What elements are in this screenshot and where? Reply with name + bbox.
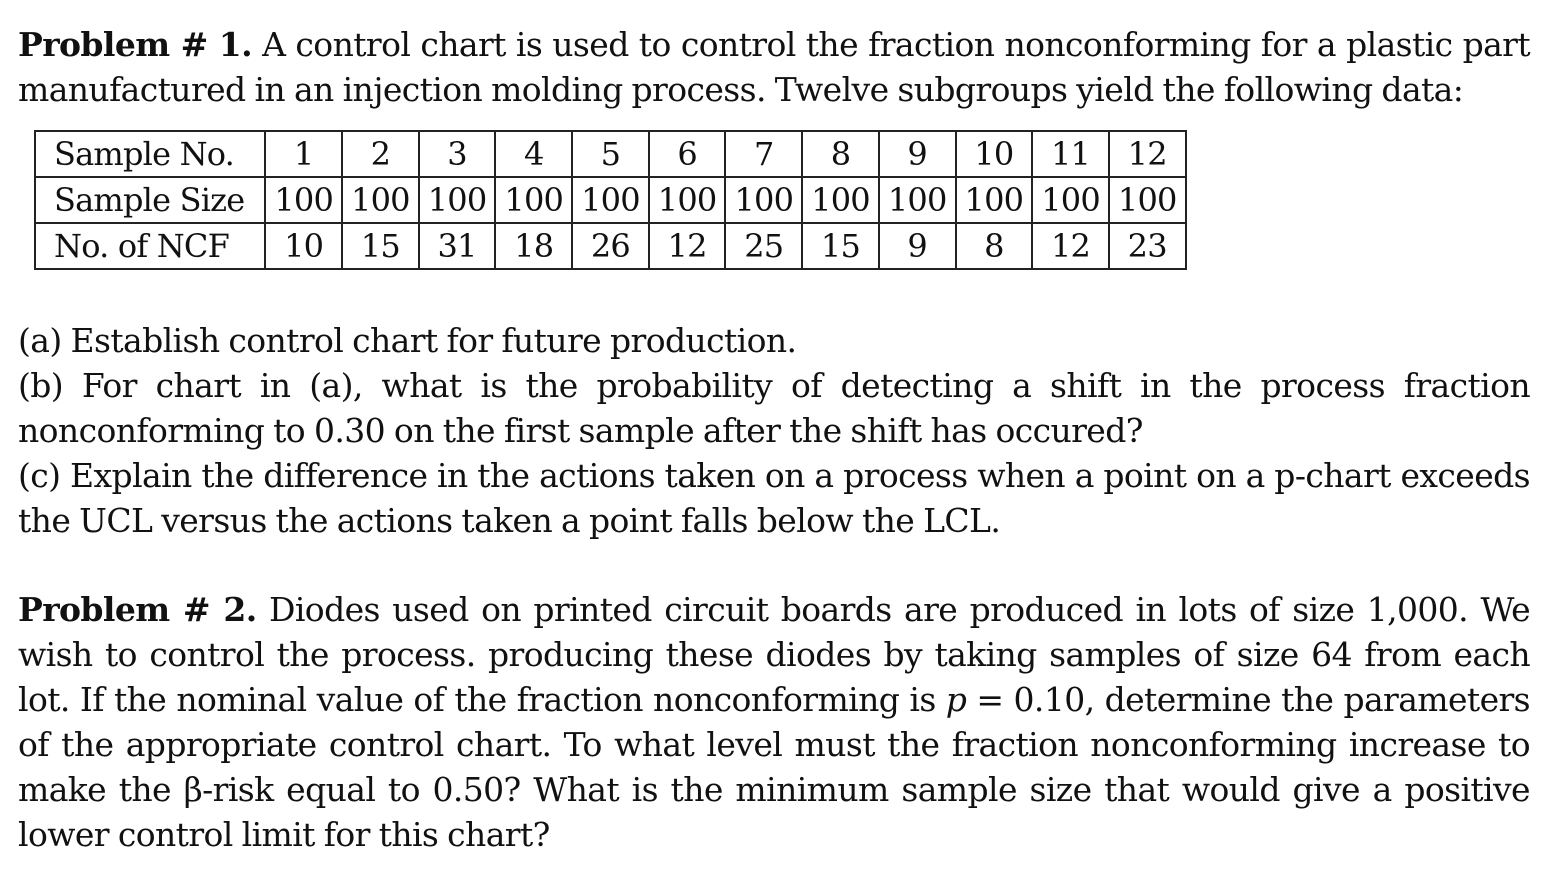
table-cell: 12	[649, 223, 726, 269]
table-cell: 100	[419, 177, 496, 223]
row-label: Sample Size	[35, 177, 265, 223]
table-cell: 25	[725, 223, 802, 269]
table-cell: 2	[342, 131, 419, 177]
table-cell: 100	[649, 177, 726, 223]
table-cell: 100	[956, 177, 1033, 223]
table-row	[35, 223, 1186, 269]
table-cell: 18	[495, 223, 572, 269]
table-cell: 7	[725, 131, 802, 177]
table-cell: 100	[1032, 177, 1109, 223]
part-b: (b) For chart in (a), what is the probability of detecting a shift in the process fraction nonconforming to 0.30 on the first sample after the shift has occured?	[18, 366, 1530, 450]
table-cell: 15	[342, 223, 419, 269]
table-cell: 6	[649, 131, 726, 177]
table-cell: 31	[419, 223, 496, 269]
problem2-paragraph	[18, 587, 1530, 857]
table-cell: 100	[495, 177, 572, 223]
problem2-text-1: Diodes used on printed circuit boards are produced in lots of size 1,000. We wish to control the process. producing these diodes by taking samples of size 64 from each lot. If the nominal value of the fraction nonconforming is	[18, 590, 1530, 719]
table-cell: 100	[342, 177, 419, 223]
problem1-intro-paragraph	[18, 22, 1530, 112]
table-cell: 26	[572, 223, 649, 269]
table-cell: 5	[572, 131, 649, 177]
row-label: No. of NCF	[35, 223, 265, 269]
data-table-wrapper	[34, 130, 1530, 270]
problem2-heading: Problem # 2.	[18, 590, 257, 629]
table-cell: 100	[879, 177, 956, 223]
table-cell: 100	[725, 177, 802, 223]
part-a: (a) Establish control chart for future production.	[18, 321, 797, 360]
table-cell: 12	[1109, 131, 1186, 177]
table-cell: 15	[802, 223, 879, 269]
table-cell: 100	[1109, 177, 1186, 223]
table-cell: 11	[1032, 131, 1109, 177]
part-c: (c) Explain the difference in the actions taken on a process when a point on a p-chart exceeds the UCL versus the actions taken a point falls below the LCL.	[18, 456, 1530, 540]
table-cell: 4	[495, 131, 572, 177]
table-cell: 10	[265, 223, 342, 269]
table-cell: 8	[802, 131, 879, 177]
problem2-text-2: = 0.10, determine the parameters of the appropriate control chart. To what level must the fraction nonconforming increase to make the β-risk equal to 0.50? What is the minimum sample size that would give a positive lower control limit for this chart?	[18, 680, 1531, 854]
table-cell: 9	[879, 223, 956, 269]
table-cell: 23	[1109, 223, 1186, 269]
table-cell: 1	[265, 131, 342, 177]
table-cell: 100	[572, 177, 649, 223]
table-cell: 9	[879, 131, 956, 177]
problem1-intro-text: A control chart is used to control the fraction nonconforming for a plastic part manufactured in an injection molding process. Twelve subgroups yield the following data:	[18, 25, 1530, 109]
table-cell: 8	[956, 223, 1033, 269]
row-label: Sample No.	[35, 131, 265, 177]
problem1-heading: Problem # 1.	[18, 25, 253, 64]
data-table	[34, 130, 1187, 270]
table-cell: 100	[265, 177, 342, 223]
document-page	[18, 22, 1530, 857]
p-symbol: p	[945, 680, 967, 719]
table-row	[35, 177, 1186, 223]
table-cell: 100	[802, 177, 879, 223]
table-row	[35, 131, 1186, 177]
table-cell: 12	[1032, 223, 1109, 269]
table-cell: 3	[419, 131, 496, 177]
problem1-parts	[18, 318, 1530, 543]
table-cell: 10	[956, 131, 1033, 177]
